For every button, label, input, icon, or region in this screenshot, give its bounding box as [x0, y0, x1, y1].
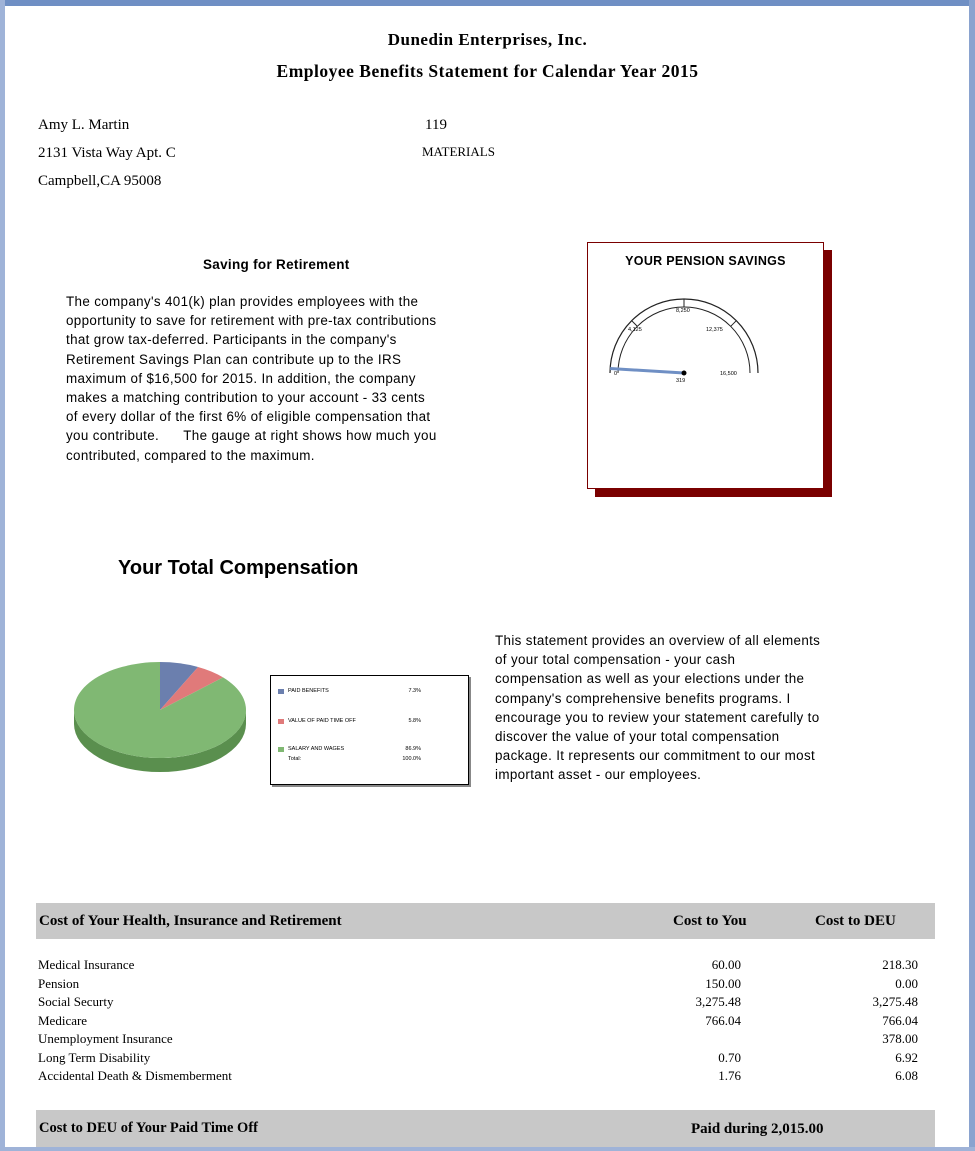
costs-col-deu: Cost to DEU: [815, 913, 896, 929]
compensation-pie-chart: [60, 650, 260, 785]
employee-name: Amy L. Martin: [38, 117, 130, 133]
cost-label: Accidental Death & Dismemberment: [38, 1068, 232, 1083]
legend-swatch-salary: [278, 747, 284, 752]
gauge-tick-label-0: 0: [614, 371, 618, 377]
compensation-line: compensation as well as your elections under the: [495, 671, 805, 687]
employee-id: 119: [425, 117, 447, 133]
gauge-tick-label-3: 12,375: [706, 327, 723, 333]
cost-label: Medical Insurance: [38, 957, 135, 972]
legend-value-time-off: 5.8%: [408, 718, 421, 724]
window-frame-right: [969, 0, 975, 1151]
table-row: [38, 1049, 918, 1068]
cost-deu: 6.08: [895, 1068, 918, 1083]
employee-street: 2131 Vista Way Apt. C: [38, 145, 176, 161]
retirement-heading: Saving for Retirement: [203, 257, 350, 272]
legend-label-paid-benefits: PAID BENEFITS: [288, 688, 329, 694]
company-name: Dunedin Enterprises, Inc.: [387, 30, 588, 49]
timeoff-header-bar: [36, 1110, 935, 1147]
cost-you: 766.04: [705, 1012, 741, 1028]
employee-city: Campbell,CA 95008: [38, 173, 162, 189]
costs-header-bar: [36, 903, 935, 939]
cost-label: Medicare: [38, 1012, 88, 1028]
gauge-tick-label-4: 16,500: [720, 371, 737, 377]
compensation-line: important asset - our employees.: [495, 767, 702, 783]
statement-title: Employee Benefits Statement for Calendar Year 2015: [276, 61, 699, 81]
timeoff-paid: Paid during 2,015.00: [691, 1121, 824, 1137]
timeoff-heading: Cost to DEU of Your Paid Time Off: [39, 1120, 258, 1136]
retirement-line: makes a matching contribution to your account - 33 cents: [66, 390, 426, 406]
costs-col-you: Cost to You: [673, 913, 747, 929]
gauge-tick-label-1: 4,125: [628, 327, 642, 333]
retirement-line: of every dollar of the first 6% of eligible compensation that: [66, 409, 431, 425]
cost-deu: 378.00: [882, 1031, 918, 1046]
table-row: [38, 1012, 918, 1031]
compensation-line: This statement provides an overview of all elements: [495, 633, 821, 648]
legend-value-salary: 86.9%: [405, 746, 421, 752]
cost-deu: 0.00: [895, 975, 918, 991]
employee-department: MATERIALS: [422, 144, 495, 159]
cost-you: 0.70: [718, 1049, 741, 1065]
window-frame-left: [0, 0, 5, 1151]
cost-label: Social Securty: [38, 994, 114, 1009]
table-row: [38, 993, 918, 1012]
gauge-tick-q1: [632, 321, 638, 327]
cost-deu: 766.04: [882, 1012, 918, 1028]
compensation-line: of your total compensation - your cash: [495, 652, 736, 668]
legend-total-value: 100.0%: [402, 756, 421, 762]
cost-you: 1.76: [718, 1068, 741, 1083]
compensation-paragraph: [495, 631, 915, 785]
costs-table: [38, 956, 918, 1086]
compensation-line: company's comprehensive benefits programs. I: [495, 690, 791, 706]
retirement-line: you contribute. The gauge at right shows how much you: [66, 428, 437, 444]
cost-you: 3,275.48: [695, 994, 741, 1009]
pension-title: YOUR PENSION SAVINGS: [625, 254, 786, 268]
compensation-heading: Your Total Compensation: [118, 557, 359, 579]
gauge-tick-q3: [731, 321, 737, 327]
table-row: [38, 975, 918, 994]
legend-swatch-time-off: [278, 719, 284, 724]
table-row: [38, 1030, 918, 1049]
cost-deu: 6.92: [895, 1049, 918, 1065]
pension-gauge: [588, 283, 823, 483]
gauge-tick-label-2: 8,250: [676, 308, 690, 314]
retirement-line: The company's 401(k) plan provides employees with the: [66, 294, 419, 309]
compensation-line: encourage you to review your statement carefully to: [495, 709, 820, 725]
cost-deu: 218.30: [882, 957, 918, 972]
retirement-line: opportunity to save for retirement with pre-tax contributions: [66, 313, 437, 329]
legend-value-paid-benefits: 7.3%: [408, 688, 421, 694]
gauge-pivot: [682, 371, 687, 376]
table-row: [38, 956, 918, 975]
cost-label: Long Term Disability: [38, 1049, 151, 1065]
pension-savings-panel: [587, 242, 824, 489]
cost-you: 150.00: [705, 975, 741, 991]
gauge-value-label: 319: [676, 378, 686, 384]
legend-total-label: Total:: [288, 756, 302, 762]
retirement-paragraph: [66, 292, 536, 465]
gauge-needle: [610, 369, 684, 374]
gauge-arc-inner: [618, 307, 750, 373]
retirement-line: contributed, compared to the maximum.: [66, 447, 315, 463]
cost-deu: 3,275.48: [872, 994, 918, 1009]
legend-label-time-off: VALUE OF PAID TIME OFF: [288, 718, 356, 724]
costs-heading: Cost of Your Health, Insurance and Retirement: [39, 913, 342, 929]
retirement-line: that grow tax-deferred. Participants in the company's: [66, 332, 397, 348]
legend-label-salary: SALARY AND WAGES: [288, 746, 345, 752]
retirement-line: maximum of $16,500 for 2015. In addition, the company: [66, 370, 416, 386]
window-frame-top: [0, 0, 975, 6]
pie-legend: [270, 675, 469, 785]
retirement-line: Retirement Savings Plan can contribute up to the IRS: [66, 351, 402, 367]
cost-you: 60.00: [711, 957, 741, 972]
cost-label: Pension: [38, 975, 80, 991]
legend-swatch-paid-benefits: [278, 689, 284, 694]
compensation-line: package. It represents our commitment to our most: [495, 748, 816, 764]
cost-label: Unemployment Insurance: [38, 1031, 173, 1046]
window-frame-bottom: [0, 1147, 975, 1151]
table-row: [38, 1067, 918, 1086]
compensation-line: discover the value of your total compensation: [495, 729, 780, 745]
